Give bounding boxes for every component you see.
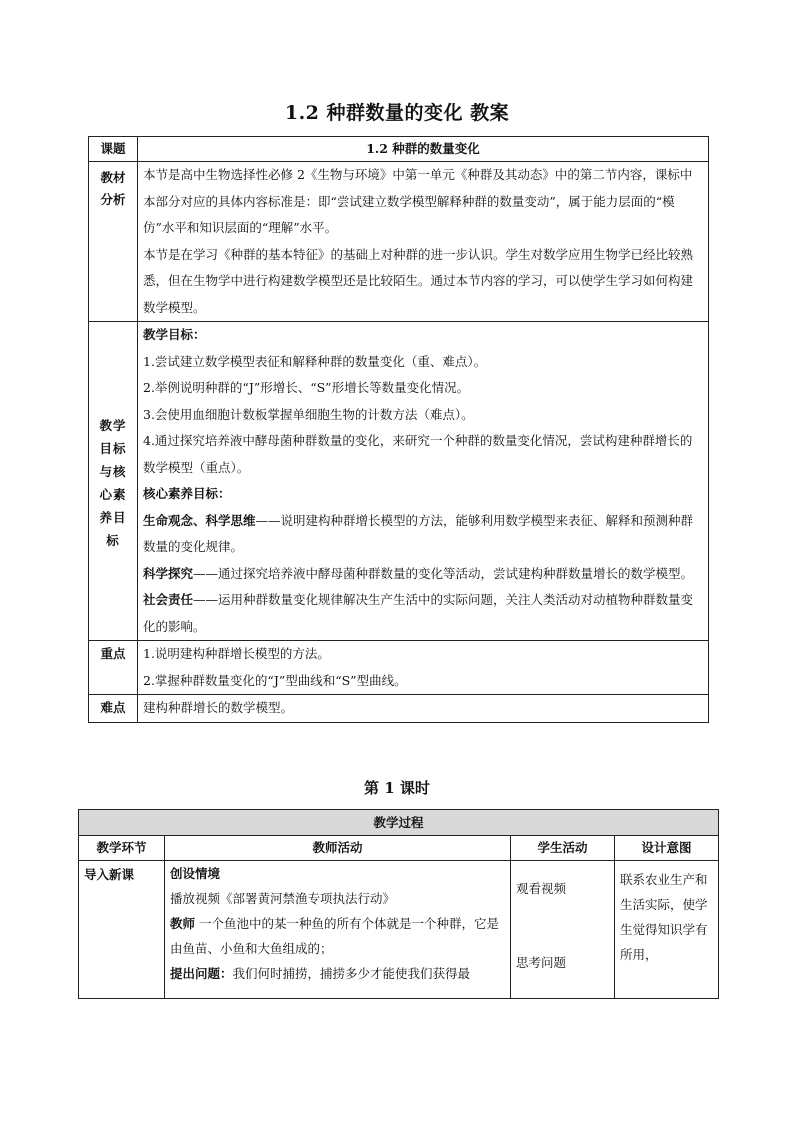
lesson-title: 第 1 课时 [364,779,430,797]
key-points-content [138,641,709,695]
design-intent-cell: 联系农业生产和生活实际，使学生觉得知识学有所用， [615,861,719,999]
student-activity: 观看视频 [516,881,567,896]
core-term: 生命观念、科学思维 [143,512,256,528]
difficulty-row [89,695,709,723]
analysis-label [89,162,138,322]
student-activity-cell [511,861,615,999]
core-heading: 核心素养目标： [143,486,231,501]
column-header: 学生活动 [511,836,615,861]
core-text: ——说明建构种群增长模型的方法，能够利用数学模型来表征、解释和预测种群数量的变化规律。 [143,512,694,554]
topic-row [89,137,709,162]
teacher-line [170,911,505,961]
process-header: 教学过程 [79,810,719,836]
goals-label [89,322,138,641]
core-text: ——运用种群数量变化规律解决生产生活中的实际问题，关注人类活动对动植物种群数量变化的影响。 [143,592,694,634]
analysis-row [89,162,709,322]
question-text: 我们何时捕捞，捕捞多少才能使我们获得最 [232,966,471,981]
key-points-row [89,641,709,695]
core-item [143,587,703,640]
stage-cell: 导入新课 [79,861,165,999]
key-point-item: 2.掌握种群数量变化的“J”型曲线和“S”型曲线。 [143,672,407,688]
goals-content [138,322,709,641]
question-term: 提出问题： [170,966,233,981]
column-header: 设计意图 [615,836,719,861]
core-text: ——通过探究培养液中酵母菌种群数量的变化等活动，尝试建构种群数量增长的数学模型。 [193,565,694,581]
goals-label-text: 教学目标与核心素养目标 [99,418,127,548]
lesson-plan-table [88,136,709,723]
teacher-line [170,961,505,986]
process-row [79,861,719,999]
topic-value: 1.2 种群的数量变化 [138,137,709,162]
key-points-label: 重点 [89,641,138,695]
difficulty-label: 难点 [89,695,138,723]
document-title: 1.2 种群数量的变化 教案 [284,102,510,124]
teacher-text: 一个鱼池中的某一种鱼的所有个体就是一个种群，它是由鱼苗、小鱼和大鱼组成的； [170,916,499,956]
goal-item: 2.举例说明种群的“J”形增长、“S”形增长等数量变化情况。 [143,380,470,395]
goal-item: 4.通过探究培养液中酵母菌种群数量的变化，来研究一个种群的数量变化情况，尝试构建种群增长的数学模型（重点）。 [143,433,693,475]
goals-heading: 教学目标： [143,327,206,342]
process-header-row [79,810,719,836]
teacher-heading: 创设情境 [170,866,221,881]
teaching-process-table [78,809,719,999]
teacher-activity-cell [165,861,511,999]
key-point-item: 1.说明建构种群增长模型的方法。 [143,646,330,661]
topic-label: 课题 [89,137,138,162]
difficulty-value: 建构种群增长的数学模型。 [138,695,709,723]
analysis-paragraph-1: 本节是高中生物选择性必修 2《生物与环境》中第一单元《种群及其动态》中的第二节内容，课标中本部分对应的具体内容标准是：即“尝试建立数学模型解释种群的数量变动”，属于能力层面的“模仿”水平和知识层面的“理解”水平。 [143,167,693,235]
core-term: 科学探究 [143,565,194,581]
goals-row [89,322,709,641]
analysis-label-text: 教材分析 [100,170,126,207]
column-header: 教师活动 [165,836,511,861]
teacher-line: 播放视频《部署黄河禁渔专项执法行动》 [170,891,396,906]
goal-item: 1.尝试建立数学模型表征和解释种群的数量变化（重、难点）。 [143,353,487,369]
analysis-paragraph-2: 本节是在学习《种群的基本特征》的基础上对种群的进一步认识。学生对数学应用生物学已经比较熟悉，但在生物学中进行构建数学模型还是比较陌生。通过本节内容的学习，可以使学生学习如何构建数学模型。 [143,246,694,315]
teacher-term: 教师 [170,916,196,931]
analysis-content [138,162,709,322]
core-item [143,561,703,588]
student-activity: 思考问题 [516,955,567,970]
column-header: 教学环节 [79,836,165,861]
core-item [143,508,703,561]
goal-item: 3.会使用血细胞计数板掌握单细胞生物的计数方法（难点）。 [143,406,474,422]
core-term: 社会责任 [143,592,194,607]
column-header-row [79,836,719,861]
